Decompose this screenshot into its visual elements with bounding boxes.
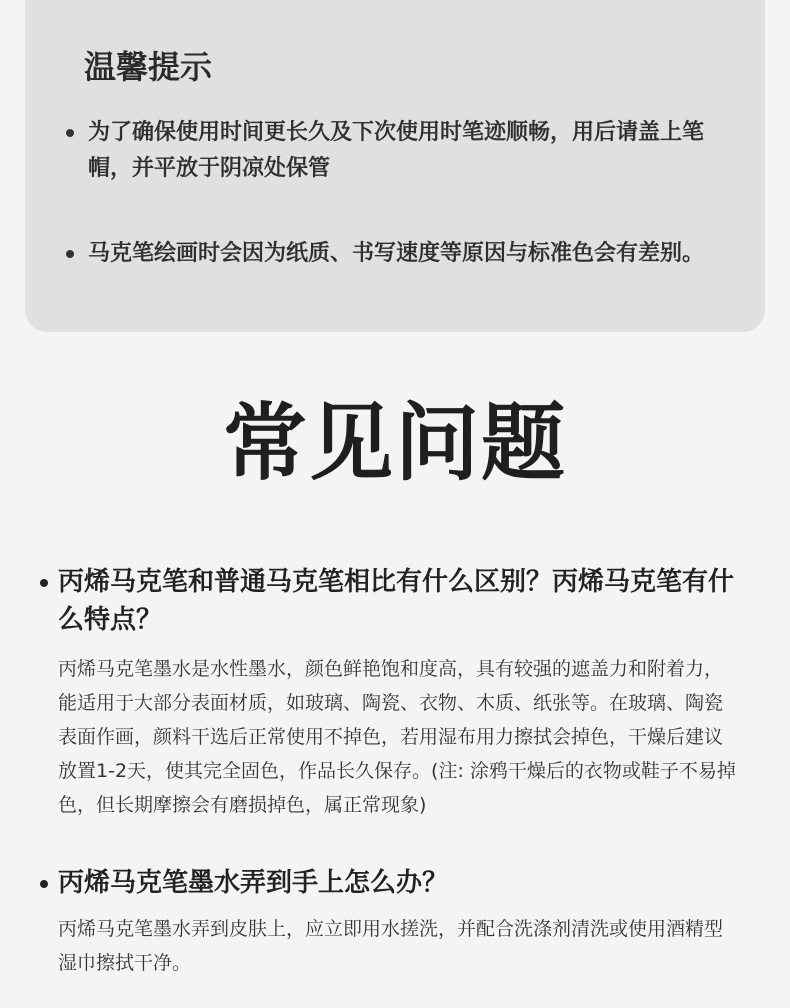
faq-question [38,864,758,902]
tip-text: 马克笔绘画时会因为纸质、书写速度等原因与标准色会有差别。 [88,241,705,266]
faq-answer: 丙烯马克笔墨水是水性墨水，颜色鲜艳饱和度高，具有较强的遮盖力和附着力，能适用于大部分表面材质，如玻璃、陶瓷、衣物、木质、纸张等。在玻璃、陶瓷表面作画，颜料干选后正常使用不掉色，若用湿布用力擦拭会掉色，干燥后建议放置1-2天，使其完全固色，作品长久保存。(注: 涂鸦干燥后的衣物或鞋子不易掉色，但长期摩擦会有磨损掉色，属正常现象) [58,658,736,816]
faq-question-text: 丙烯马克笔墨水弄到手上怎么办？ [58,868,449,898]
tip-text: 为了确保使用时间更长久及下次使用时笔迹顺畅，用后请盖上笔帽，并平放于阴凉处保管 [88,120,705,181]
bullet-dot-icon [66,129,74,137]
bullet-dot-icon [40,880,48,888]
bullet-dot-icon [66,250,74,258]
faq-title: 常见问题 [222,394,567,492]
faq-answer: 丙烯马克笔墨水弄到皮肤上，应立即用水搓洗，并配合洗涤剂清洗或使用酒精型湿巾擦拭干净。 [58,918,724,974]
faq-question-text: 丙烯马克笔和普通马克笔相比有什么区别？丙烯马克笔有什么特点？ [58,567,735,635]
bullet-dot-icon [40,579,48,587]
tip-item [60,115,740,187]
tip-item [60,236,740,272]
tips-title: 温馨提示 [84,48,213,86]
faq-question [38,563,758,639]
